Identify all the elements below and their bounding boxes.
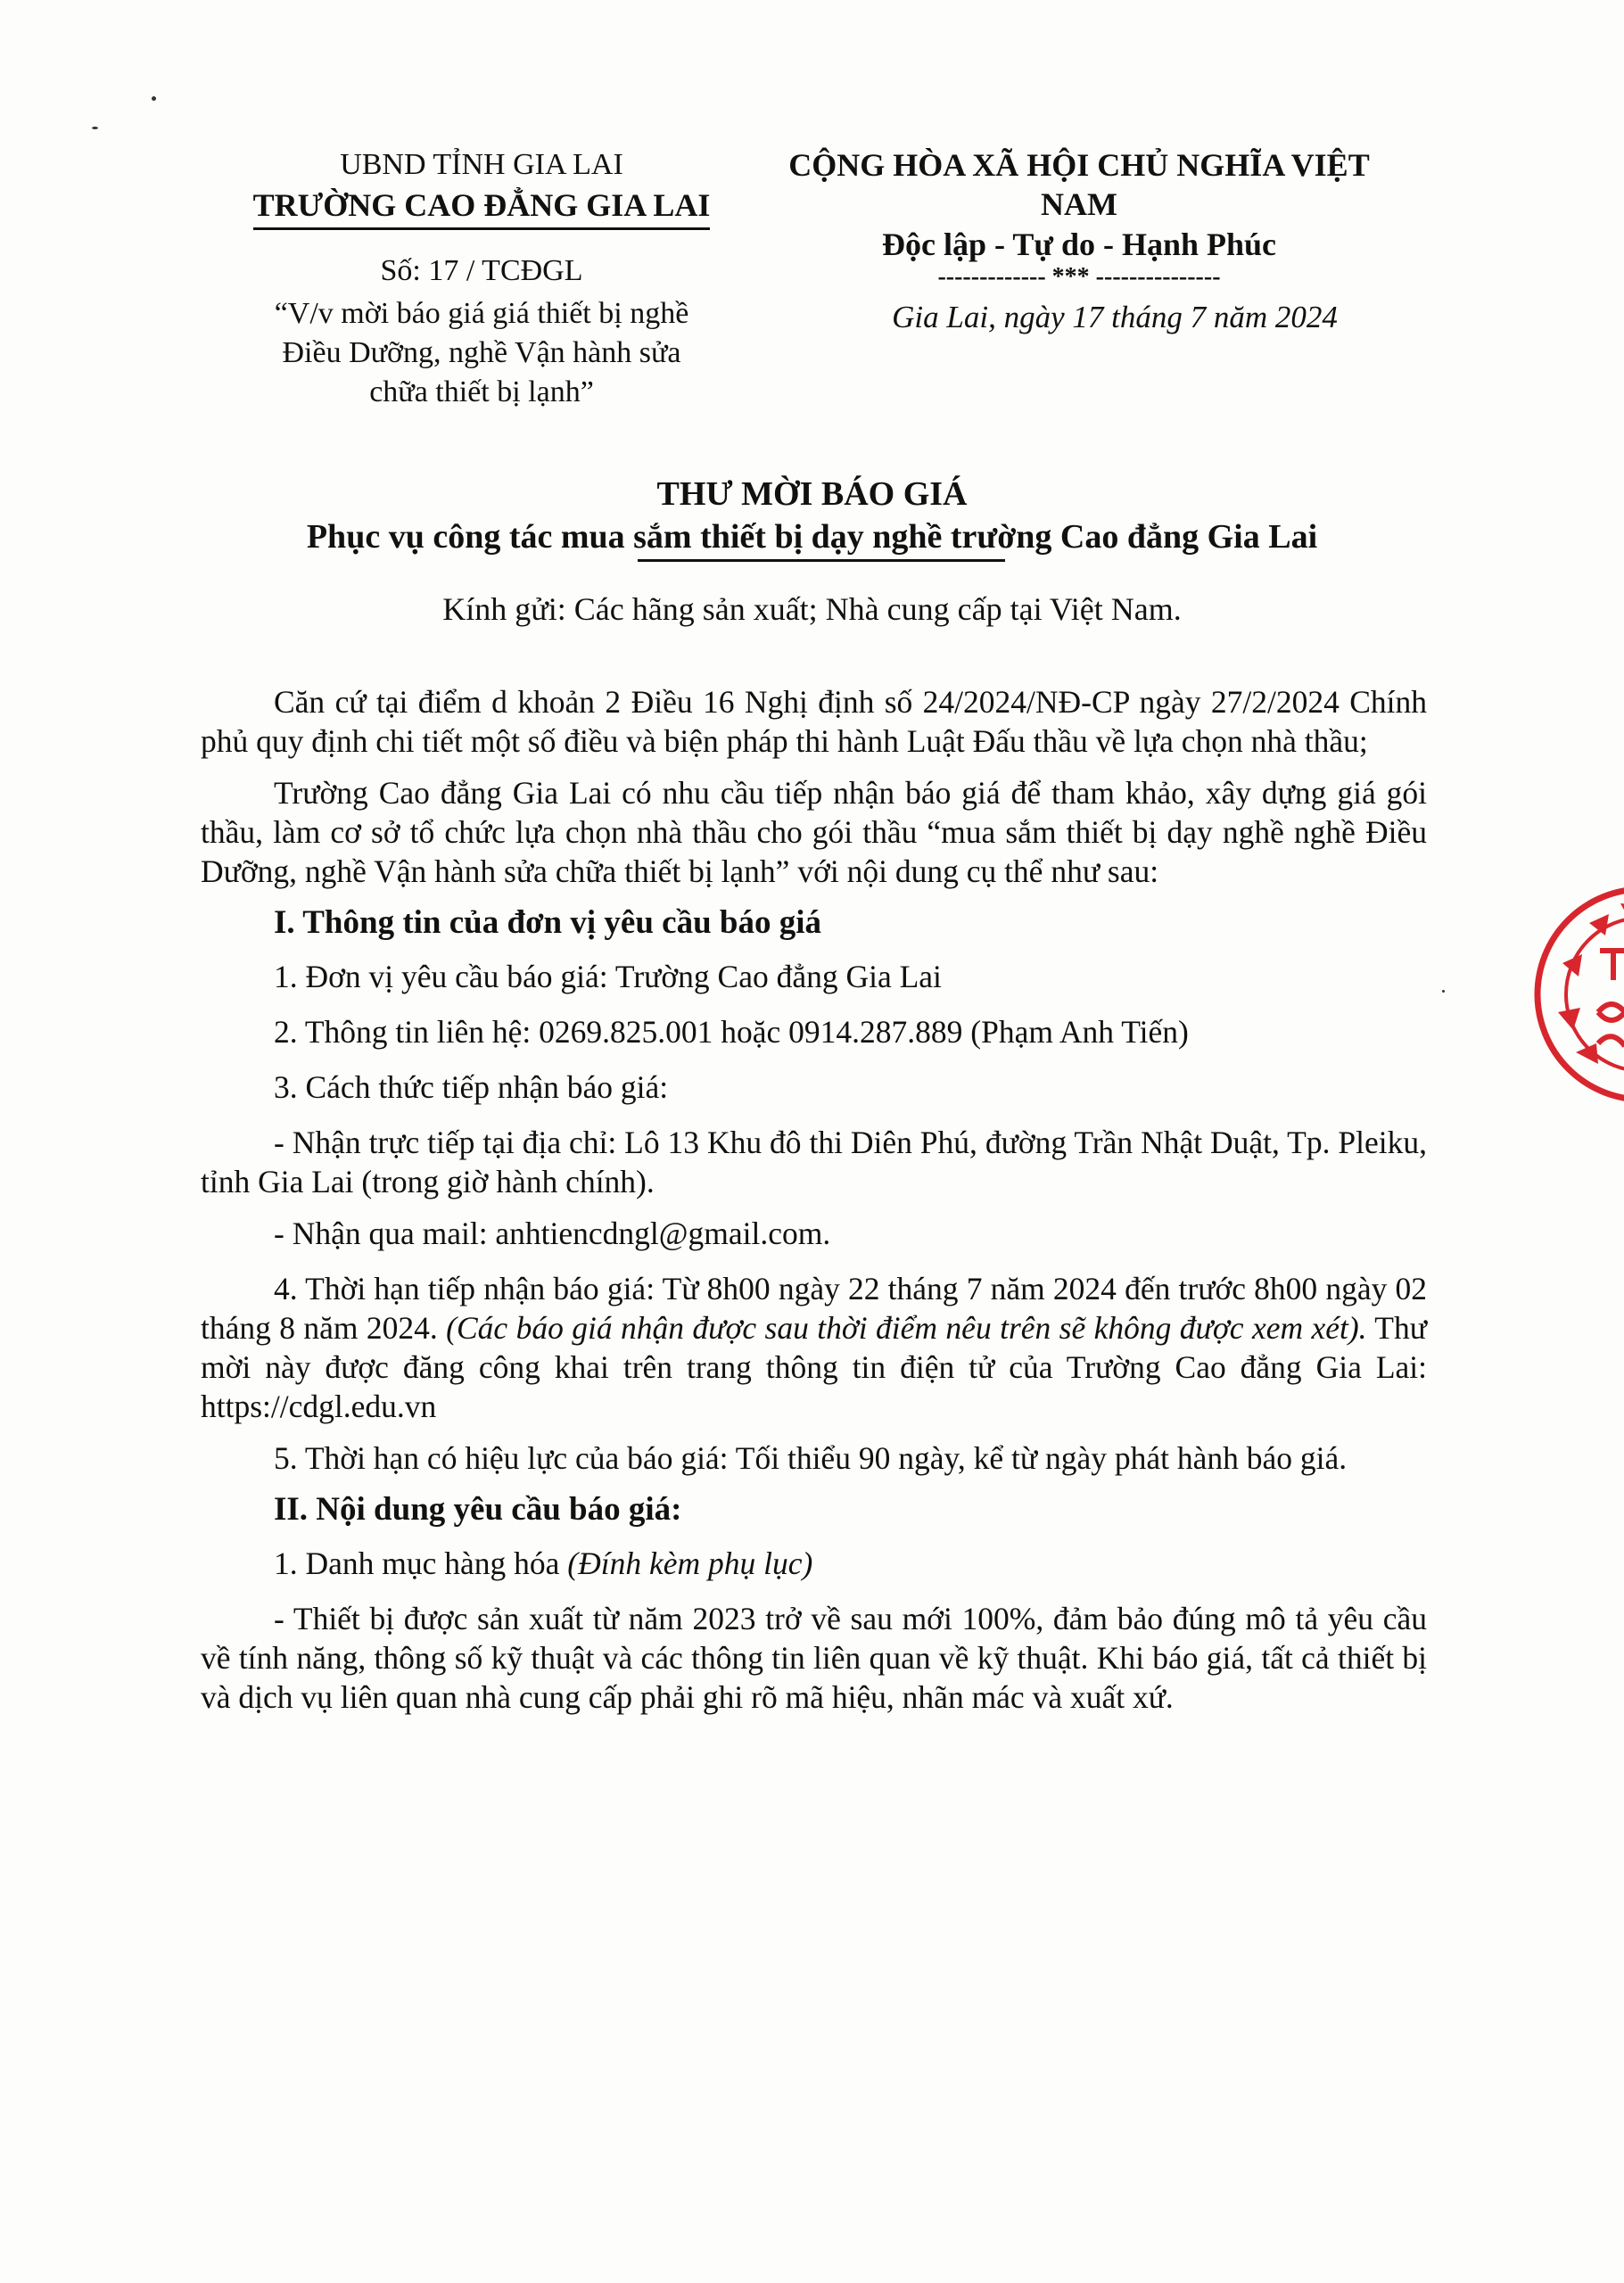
scan-speck [92, 127, 98, 129]
attachment-note: (Đính kèm phụ lục) [567, 1545, 813, 1581]
organization-name: TRƯỜNG CAO ĐẲNG GIA LAI [253, 185, 711, 230]
subtitle-underline [638, 559, 1005, 562]
info-item-4 [201, 1269, 1427, 1426]
document-title: THƯ MỜI BÁO GIÁ [656, 475, 968, 513]
issuer-block [205, 145, 758, 230]
publication-text: Thư mời này được đăng công khai trên trang thông tin điện tử của Trường Cao đẳng Gia Lai: https://cdgl.edu.vn [201, 1310, 1427, 1424]
info-item-3: 3. Cách thức tiếp nhận báo giá: [274, 1069, 669, 1105]
recipient-line: Kính gửi: Các hãng sản xuất; Nhà cung cấp tại Việt Nam. [442, 591, 1182, 627]
subject-line: chữa thiết bị lạnh” [369, 375, 594, 408]
scan-speck [152, 96, 156, 101]
subject-line: “V/v mời báo giá giá thiết bị nghề [274, 297, 689, 330]
subject-line: Điều Dưỡng, nghề Vận hành sửa [282, 336, 681, 369]
purpose-paragraph: Trường Cao đẳng Gia Lai có nhu cầu tiếp nhận báo giá để tham khảo, xây dựng giá gói thầu, làm cơ sở tổ chức lựa chọn nhà thầu cho gói thầu “mua sắm thiết bị dạy nghề nghề Điều Dưỡng, nghề Vận hành sửa chữa thiết bị lạnh” với nội dung cụ thể như sau: [201, 775, 1427, 889]
document-subject [241, 294, 722, 412]
legal-basis-paragraph: Căn cứ tại điểm d khoản 2 Điều 16 Nghị định số 24/2024/NĐ-CP ngày 27/2/2024 Chính phủ quy định chi tiết một số điều và biện pháp thi hành Luật Đấu thầu về lựa chọn nhà thầu; [201, 684, 1427, 759]
deadline-text: 4. Thời hạn tiếp nhận báo giá: Từ 8h00 ngày 22 tháng 7 năm 2024 đến trước 8h00 ngày 02 tháng 8 năm 2024. [201, 1271, 1427, 1346]
heading-decoration: ------------- *** --------------- [937, 263, 1221, 291]
info-item-3a: - Nhận trực tiếp tại địa chỉ: Lô 13 Khu đô thi Diên Phú, đường Trần Nhật Duật, Tp. Pleiku, tỉnh Gia Lai (trong giờ hành chính). [201, 1125, 1427, 1199]
goods-list-label: 1. Danh mục hàng hóa [274, 1545, 568, 1581]
document-number: Số: 17 / TCĐGL [380, 254, 583, 287]
section-heading-2: II. Nội dung yêu cầu báo giá: [274, 1491, 682, 1528]
info-item-1: 1. Đơn vị yêu cầu báo giá: Trường Cao đẳng Gia Lai [274, 959, 942, 994]
date-line: Gia Lai, ngày 17 tháng 7 năm 2024 [892, 300, 1338, 334]
document-body [201, 682, 1427, 1729]
content-item-1a: - Thiết bị được sản xuất từ năm 2023 trở về sau mới 100%, đảm bảo đúng mô tả yêu cầu về tính năng, thông số kỹ thuật và các thông tin liên quan về kỹ thuật. Khi báo giá, tất cả thiết bị và dịch vụ liên quan nhà cung cấp phải ghi rõ mã hiệu, nhãn mác và xuất xứ. [201, 1601, 1427, 1715]
content-item-1 [201, 1544, 1427, 1583]
info-item-3b: - Nhận qua mail: anhtiencdngl@gmail.com. [274, 1216, 831, 1251]
info-item-2: 2. Thông tin liên hệ: 0269.825.001 hoặc 0914.287.889 (Phạm Anh Tiến) [274, 1014, 1189, 1050]
red-seal-stamp-icon [1527, 878, 1624, 1110]
parent-organization: UBND TỈNH GIA LAI [340, 148, 623, 181]
national-heading [749, 145, 1409, 290]
deadline-note: (Các báo giá nhận được sau thời điểm nêu trên sẽ không được xem xét). [446, 1310, 1367, 1346]
scan-speck [1442, 990, 1445, 993]
national-motto: Độc lập - Tự do - Hạnh Phúc [881, 227, 1277, 262]
nation-name: CỘNG HÒA XÃ HỘI CHỦ NGHĨA VIỆT NAM [788, 147, 1370, 222]
section-heading-1: I. Thông tin của đơn vị yêu cầu báo giá [274, 904, 822, 941]
info-item-5: 5. Thời hạn có hiệu lực của báo giá: Tối thiểu 90 ngày, kể từ ngày phát hành báo giá. [274, 1440, 1348, 1476]
document-subtitle: Phục vụ công tác mua sắm thiết bị dạy nghề trường Cao đẳng Gia Lai [306, 518, 1318, 556]
